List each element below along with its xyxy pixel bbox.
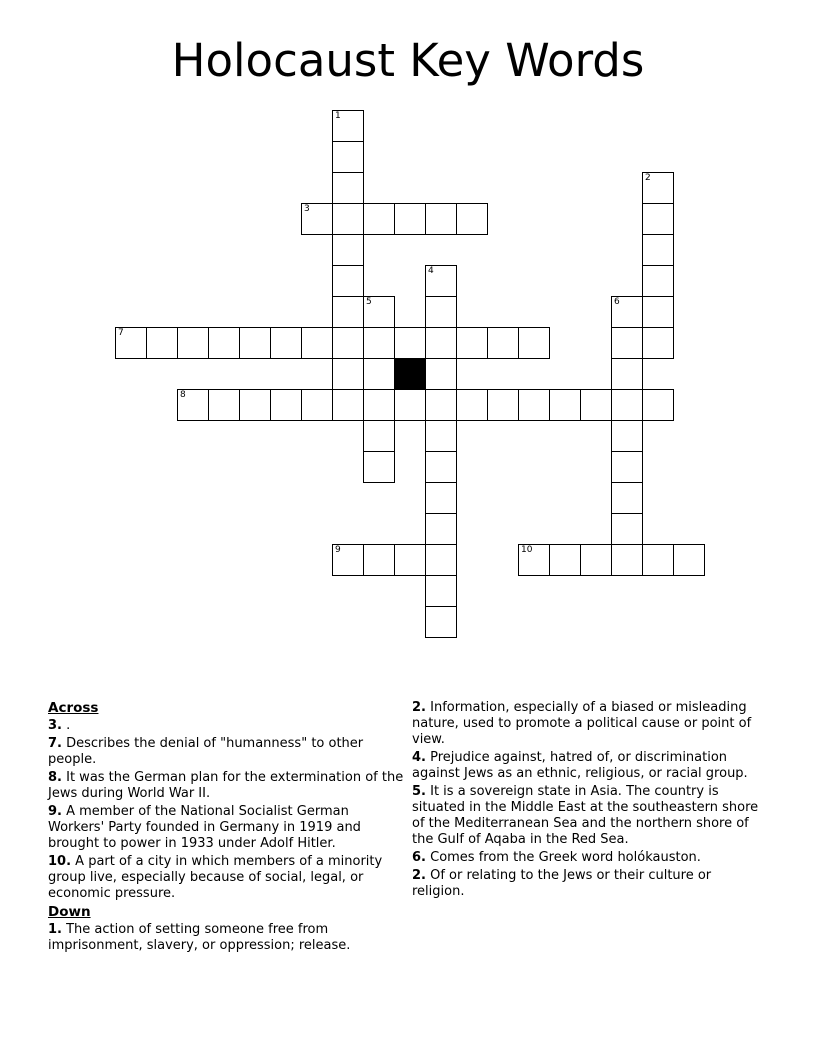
grid-cell[interactable] bbox=[425, 420, 457, 452]
clue-item: 2. Of or relating to the Jews or their culture or religion. bbox=[412, 868, 712, 899]
grid-cell[interactable] bbox=[363, 296, 395, 328]
clue-number: 5. bbox=[412, 784, 426, 799]
grid-cell[interactable] bbox=[642, 389, 674, 421]
grid-cell[interactable] bbox=[611, 327, 643, 359]
clues-right-column bbox=[412, 700, 762, 902]
clue-item: 10. A part of a city in which members of a minority group live, especially because of social, legal, or economic pressure. bbox=[48, 854, 383, 901]
grid-cell[interactable] bbox=[208, 327, 240, 359]
grid-cell[interactable] bbox=[270, 389, 302, 421]
cell-number: 2 bbox=[645, 173, 651, 183]
grid-cell[interactable] bbox=[425, 606, 457, 638]
grid-cell[interactable] bbox=[394, 389, 426, 421]
grid-cell[interactable] bbox=[239, 327, 271, 359]
clues-left-column bbox=[48, 700, 406, 956]
grid-cell[interactable] bbox=[332, 327, 364, 359]
grid-cell[interactable] bbox=[611, 544, 643, 576]
puzzle-title: Holocaust Key Words bbox=[171, 34, 645, 87]
clue-number: 3. bbox=[48, 718, 62, 733]
clue-number: 4. bbox=[412, 750, 426, 765]
grid-cell[interactable] bbox=[425, 389, 457, 421]
grid-cell[interactable] bbox=[363, 327, 395, 359]
grid-cell[interactable] bbox=[611, 420, 643, 452]
grid-cell[interactable] bbox=[363, 358, 395, 390]
cell-number: 5 bbox=[366, 297, 372, 307]
clue-item: 3. . bbox=[48, 718, 71, 733]
grid-cell[interactable] bbox=[456, 203, 488, 235]
grid-cell[interactable] bbox=[425, 451, 457, 483]
grid-cell[interactable] bbox=[425, 513, 457, 545]
grid-cell[interactable] bbox=[425, 544, 457, 576]
clue-number: 8. bbox=[48, 770, 62, 785]
grid-cell[interactable] bbox=[332, 389, 364, 421]
grid-cell[interactable] bbox=[363, 451, 395, 483]
grid-cell[interactable] bbox=[425, 296, 457, 328]
grid-cell[interactable] bbox=[425, 482, 457, 514]
grid-cell[interactable] bbox=[363, 203, 395, 235]
cell-number: 1 bbox=[335, 111, 341, 121]
grid-cell[interactable] bbox=[642, 234, 674, 266]
clue-item: 2. Information, especially of a biased or misleading nature, used to promote a political cause or point of view. bbox=[412, 700, 752, 747]
grid-cell[interactable] bbox=[642, 327, 674, 359]
clue-item: 4. Prejudice against, hatred of, or discrimination against Jews as an ethnic, religious, or racial group. bbox=[412, 750, 748, 781]
grid-cell[interactable] bbox=[642, 296, 674, 328]
grid-cell[interactable] bbox=[456, 327, 488, 359]
grid-cell[interactable] bbox=[301, 203, 333, 235]
grid-cell[interactable] bbox=[487, 389, 519, 421]
grid-cell[interactable] bbox=[673, 544, 705, 576]
clue-item: 5. It is a sovereign state in Asia. The country is situated in the Middle East at the southeastern shore of the Mediterranean Sea and the northern shore of the Gulf of Aqaba in the Red Sea. bbox=[412, 784, 759, 847]
grid-cell[interactable] bbox=[332, 544, 364, 576]
crossword-grid bbox=[115, 110, 705, 638]
grid-cell[interactable] bbox=[394, 327, 426, 359]
grid-cell[interactable] bbox=[177, 327, 209, 359]
grid-cell[interactable] bbox=[363, 389, 395, 421]
grid-cell[interactable] bbox=[611, 513, 643, 545]
grid-cell[interactable] bbox=[611, 296, 643, 328]
grid-cell[interactable] bbox=[518, 389, 550, 421]
grid-cell[interactable] bbox=[642, 544, 674, 576]
clue-item: 6. Comes from the Greek word holókauston. bbox=[412, 850, 701, 865]
grid-cell[interactable] bbox=[394, 203, 426, 235]
grid-cell[interactable] bbox=[580, 544, 612, 576]
grid-cell[interactable] bbox=[518, 327, 550, 359]
grid-cell[interactable] bbox=[332, 265, 364, 297]
grid-cell[interactable] bbox=[580, 389, 612, 421]
grid-cell[interactable] bbox=[332, 358, 364, 390]
grid-cell[interactable] bbox=[487, 327, 519, 359]
clue-number: 1. bbox=[48, 922, 62, 937]
grid-cell[interactable] bbox=[208, 389, 240, 421]
cell-number: 4 bbox=[428, 266, 434, 276]
grid-cell[interactable] bbox=[270, 327, 302, 359]
grid-cell[interactable] bbox=[611, 389, 643, 421]
grid-cell[interactable] bbox=[642, 265, 674, 297]
grid-cell[interactable] bbox=[425, 265, 457, 297]
cell-number: 8 bbox=[180, 390, 186, 400]
grid-cell[interactable] bbox=[332, 296, 364, 328]
grid-cell[interactable] bbox=[332, 234, 364, 266]
clue-item: 1. The action of setting someone free from imprisonment, slavery, or oppression; release. bbox=[48, 922, 351, 953]
grid-cell[interactable] bbox=[146, 327, 178, 359]
cell-number: 3 bbox=[304, 204, 310, 214]
grid-cell[interactable] bbox=[425, 358, 457, 390]
grid-cell[interactable] bbox=[332, 110, 364, 142]
cell-number: 6 bbox=[614, 297, 620, 307]
clues-header-down: Down bbox=[48, 904, 91, 920]
clue-item: 8. It was the German plan for the extermination of the Jews during World War II. bbox=[48, 770, 404, 801]
clue-number: 2. bbox=[412, 700, 426, 715]
clue-number: 7. bbox=[48, 736, 62, 751]
grid-cell[interactable] bbox=[301, 327, 333, 359]
grid-cell[interactable] bbox=[332, 141, 364, 173]
grid-cell[interactable] bbox=[549, 544, 581, 576]
cell-number: 9 bbox=[335, 545, 341, 555]
grid-cell[interactable] bbox=[425, 327, 457, 359]
grid-cell[interactable] bbox=[611, 451, 643, 483]
grid-cell[interactable] bbox=[549, 389, 581, 421]
clue-item: 7. Describes the denial of "humanness" to other people. bbox=[48, 736, 364, 767]
grid-cell[interactable] bbox=[363, 420, 395, 452]
grid-cell[interactable] bbox=[611, 482, 643, 514]
grid-cell[interactable] bbox=[332, 172, 364, 204]
clue-number: 9. bbox=[48, 804, 62, 819]
cell-number: 10 bbox=[521, 545, 533, 555]
grid-cell[interactable] bbox=[642, 203, 674, 235]
grid-cell[interactable] bbox=[239, 389, 271, 421]
grid-cell[interactable] bbox=[611, 358, 643, 390]
clue-item: 9. A member of the National Socialist German Workers' Party founded in Germany in 1919 and brought to power in 1933 under Adolf Hitler. bbox=[48, 804, 361, 851]
clues-header-across: Across bbox=[48, 700, 99, 716]
clue-number: 6. bbox=[412, 850, 426, 865]
grid-cell[interactable] bbox=[425, 575, 457, 607]
clue-number: 10. bbox=[48, 854, 72, 869]
grid-cell[interactable] bbox=[115, 327, 147, 359]
grid-cell[interactable] bbox=[425, 203, 457, 235]
grid-cell[interactable] bbox=[456, 389, 488, 421]
grid-cell[interactable] bbox=[518, 544, 550, 576]
clue-number: 2. bbox=[412, 868, 426, 883]
cell-number: 7 bbox=[118, 328, 124, 338]
grid-cell[interactable] bbox=[642, 172, 674, 204]
grid-cell[interactable] bbox=[177, 389, 209, 421]
grid-cell[interactable] bbox=[394, 544, 426, 576]
grid-cell[interactable] bbox=[332, 203, 364, 235]
grid-cell[interactable] bbox=[301, 389, 333, 421]
grid-cell[interactable] bbox=[363, 544, 395, 576]
blocked-cell bbox=[394, 358, 426, 390]
